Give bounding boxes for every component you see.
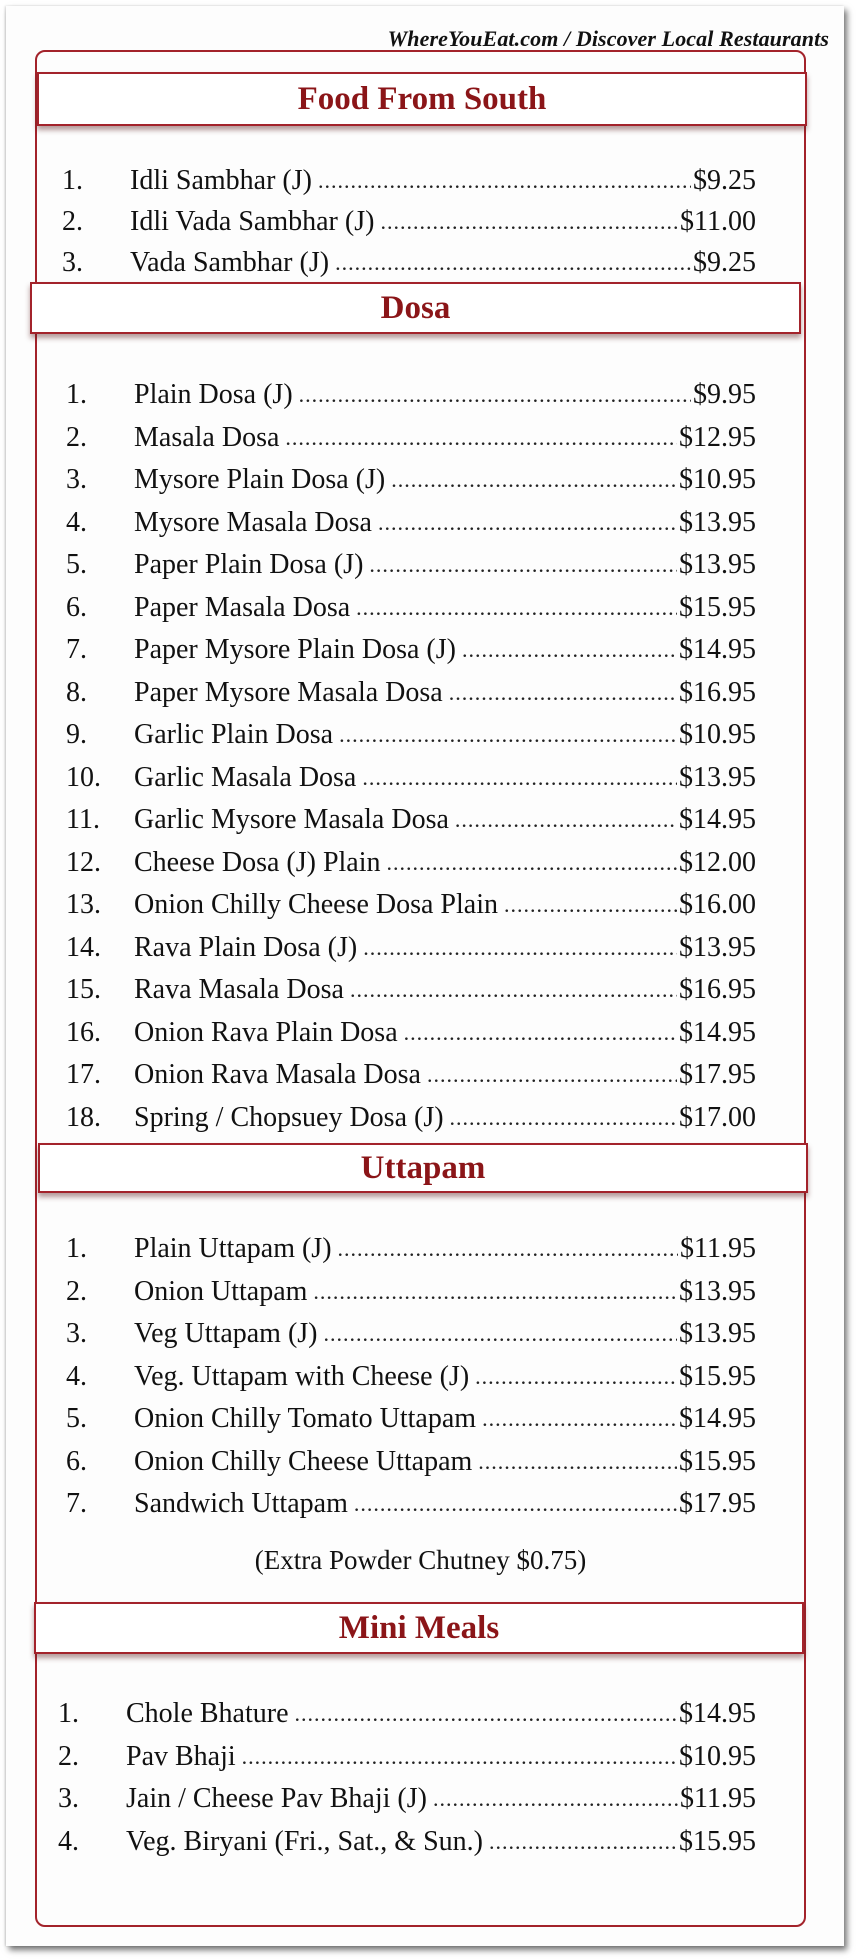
item-number: 3.: [66, 1318, 87, 1349]
leader-dots: [369, 552, 677, 584]
item-number: 12.: [66, 846, 101, 878]
leader-dots: [242, 1744, 677, 1776]
item-number: 15.: [66, 974, 101, 1005]
leader-dots: [335, 250, 691, 282]
item-price: $10.95: [679, 719, 756, 750]
menu-item: [66, 589, 756, 627]
item-price: $13.95: [679, 549, 756, 580]
item-name: Vada Sambhar (J): [130, 247, 330, 278]
item-number: 7.: [66, 634, 87, 665]
leader-dots: [285, 425, 677, 457]
item-number: 2.: [66, 421, 87, 453]
item-name: Chole Bhature: [126, 1698, 289, 1729]
item-name: Plain Dosa (J): [134, 379, 293, 410]
item-number: 2.: [66, 1275, 87, 1307]
item-price: $9.25: [693, 247, 756, 278]
leader-dots: [391, 467, 677, 499]
item-name: Veg. Biryani (Fri., Sat., & Sun.): [126, 1825, 483, 1857]
item-number: 18.: [66, 1101, 101, 1133]
item-name: Onion Rava Plain Dosa: [134, 1016, 398, 1048]
item-number: 7.: [66, 1488, 87, 1519]
leader-dots: [455, 807, 677, 839]
item-price: $15.95: [679, 591, 756, 623]
item-price: $14.95: [679, 1016, 756, 1048]
leader-dots: [350, 977, 677, 1009]
item-name: Paper Mysore Plain Dosa (J): [134, 634, 456, 665]
item-number: 4.: [66, 506, 87, 538]
menu-item: [66, 929, 756, 967]
item-name: Onion Rava Masala Dosa: [134, 1059, 421, 1090]
item-name: Veg Uttapam (J): [134, 1318, 318, 1349]
menu-item: [66, 419, 756, 457]
item-price: $10.95: [679, 1740, 756, 1772]
menu-item: [66, 886, 756, 924]
site-title: WhereYouEat.com / Discover Local Restaurants: [387, 26, 829, 51]
item-price: $16.95: [679, 974, 756, 1005]
leader-dots: [504, 892, 677, 924]
leader-dots: [380, 209, 678, 241]
item-price: $12.95: [679, 421, 756, 453]
item-name: Garlic Plain Dosa: [134, 719, 334, 750]
section-title: Dosa: [380, 289, 451, 326]
section-title: Food From South: [297, 80, 547, 117]
menu-item: [66, 1315, 756, 1353]
menu-item: [62, 244, 756, 282]
item-name: Paper Masala Dosa: [134, 591, 351, 623]
item-number: 6.: [66, 591, 87, 623]
menu-item: [66, 631, 756, 669]
menu-item: [66, 716, 756, 754]
item-number: 3.: [66, 464, 87, 495]
menu-item: [66, 1056, 756, 1094]
item-number: 5.: [66, 549, 87, 580]
item-price: $11.95: [680, 1783, 756, 1814]
menu-item: [66, 1358, 756, 1396]
menu-item: [66, 461, 756, 499]
item-number: 1.: [66, 379, 87, 410]
item-name: Onion Chilly Cheese Dosa Plain: [134, 889, 498, 920]
leader-dots: [427, 1062, 677, 1094]
item-price: $11.95: [680, 1233, 756, 1264]
leader-dots: [362, 765, 677, 797]
menu-item: [66, 1485, 756, 1523]
leader-dots: [338, 1236, 679, 1268]
menu-item: [66, 971, 756, 1009]
item-price: $14.95: [679, 1403, 756, 1434]
item-price: $14.95: [679, 634, 756, 665]
item-name: Pav Bhaji: [126, 1740, 236, 1772]
menu-item: [66, 376, 756, 414]
menu-item: [66, 759, 756, 797]
item-name: Rava Masala Dosa: [134, 974, 344, 1005]
leader-dots: [295, 1701, 677, 1733]
item-name: Cheese Dosa (J) Plain: [134, 846, 381, 878]
chutney-note: (Extra Powder Chutney $0.75): [254, 1545, 587, 1575]
item-name: Garlic Masala Dosa: [134, 761, 357, 793]
leader-dots: [354, 1491, 677, 1523]
leader-dots: [449, 680, 677, 712]
item-number: 3.: [58, 1783, 79, 1814]
menu-item: [66, 801, 756, 839]
menu-item: [62, 203, 756, 241]
item-price: $14.95: [679, 1698, 756, 1729]
item-price: $12.00: [679, 846, 756, 878]
item-price: $17.95: [679, 1488, 756, 1519]
item-name: Jain / Cheese Pav Bhaji (J): [126, 1783, 427, 1814]
item-number: 8.: [66, 676, 87, 708]
menu-item: [66, 1014, 756, 1052]
item-number: 10.: [66, 761, 101, 793]
leader-dots: [356, 595, 677, 627]
item-name: Plain Uttapam (J): [134, 1233, 332, 1264]
leader-dots: [489, 1829, 677, 1861]
item-name: Spring / Chopsuey Dosa (J): [134, 1101, 444, 1133]
item-number: 1.: [66, 1233, 87, 1264]
menu-item: [62, 162, 756, 200]
item-number: 13.: [66, 889, 101, 920]
menu-item: [66, 1099, 756, 1137]
item-name: Sandwich Uttapam: [134, 1488, 348, 1519]
menu-item: [58, 1695, 756, 1733]
section-header-dosa: [30, 282, 801, 334]
item-number: 11.: [66, 804, 100, 835]
menu-item: [58, 1823, 756, 1861]
item-name: Idli Sambhar (J): [130, 165, 312, 196]
item-price: $11.00: [680, 206, 756, 237]
item-name: Mysore Masala Dosa: [134, 506, 372, 538]
section-header-food-from-south: [37, 72, 807, 126]
leader-dots: [478, 1449, 677, 1481]
item-number: 14.: [66, 931, 101, 963]
leader-dots: [482, 1406, 677, 1438]
item-number: 1.: [62, 165, 83, 196]
leader-dots: [299, 382, 691, 414]
item-price: $10.95: [679, 464, 756, 495]
item-price: $13.95: [679, 931, 756, 963]
item-price: $15.95: [679, 1825, 756, 1857]
item-name: Onion Uttapam: [134, 1275, 308, 1307]
item-name: Mysore Plain Dosa (J): [134, 464, 386, 495]
leader-dots: [433, 1786, 678, 1818]
item-name: Rava Plain Dosa (J): [134, 931, 358, 963]
item-number: 3.: [62, 247, 83, 278]
item-price: $17.00: [679, 1101, 756, 1133]
item-number: 2.: [58, 1740, 79, 1772]
leader-dots: [462, 637, 677, 669]
item-price: $9.25: [693, 165, 756, 196]
menu-item: [66, 1443, 756, 1481]
item-price: $16.00: [679, 889, 756, 920]
item-name: Veg. Uttapam with Cheese (J): [134, 1360, 470, 1392]
section-header-uttapam: [38, 1143, 808, 1193]
item-number: 16.: [66, 1016, 101, 1048]
menu-item: [58, 1738, 756, 1776]
item-name: Idli Vada Sambhar (J): [130, 206, 375, 237]
item-price: $15.95: [679, 1445, 756, 1477]
item-number: 9.: [66, 719, 87, 750]
item-number: 6.: [66, 1445, 87, 1477]
item-price: $13.95: [679, 1275, 756, 1307]
item-price: $13.95: [679, 1318, 756, 1349]
leader-dots: [313, 1279, 677, 1311]
item-number: 5.: [66, 1403, 87, 1434]
leader-dots: [339, 722, 677, 754]
menu-item: [66, 504, 756, 542]
leader-dots: [318, 168, 691, 200]
section-title: Mini Meals: [338, 1609, 500, 1646]
section-title: Uttapam: [360, 1149, 486, 1186]
item-price: $14.95: [679, 804, 756, 835]
menu-item: [66, 546, 756, 584]
leader-dots: [378, 510, 677, 542]
item-number: 4.: [58, 1825, 79, 1857]
menu-item: [66, 844, 756, 882]
item-price: $13.95: [679, 506, 756, 538]
item-name: Paper Plain Dosa (J): [134, 549, 364, 580]
item-price: $13.95: [679, 761, 756, 793]
section-header-mini-meals: [34, 1602, 804, 1654]
leader-dots: [324, 1321, 677, 1353]
item-price: $16.95: [679, 676, 756, 708]
item-price: $17.95: [679, 1059, 756, 1090]
leader-dots: [450, 1105, 677, 1137]
leader-dots: [363, 935, 677, 967]
item-name: Garlic Mysore Masala Dosa: [134, 804, 449, 835]
item-name: Onion Chilly Tomato Uttapam: [134, 1403, 477, 1434]
menu-item: [66, 1400, 756, 1438]
item-number: 1.: [58, 1698, 79, 1729]
item-number: 17.: [66, 1059, 101, 1090]
item-name: Onion Chilly Cheese Uttapam: [134, 1445, 473, 1477]
menu-item: [66, 674, 756, 712]
item-price: $15.95: [679, 1360, 756, 1392]
item-name: Paper Mysore Masala Dosa: [134, 676, 443, 708]
item-price: $9.95: [693, 379, 756, 410]
item-name: Masala Dosa: [134, 421, 280, 453]
item-number: 4.: [66, 1360, 87, 1392]
leader-dots: [404, 1020, 677, 1052]
leader-dots: [387, 850, 677, 882]
leader-dots: [475, 1364, 677, 1396]
item-number: 2.: [62, 206, 83, 237]
menu-item: [58, 1780, 756, 1818]
menu-item: [66, 1230, 756, 1268]
menu-item: [66, 1273, 756, 1311]
